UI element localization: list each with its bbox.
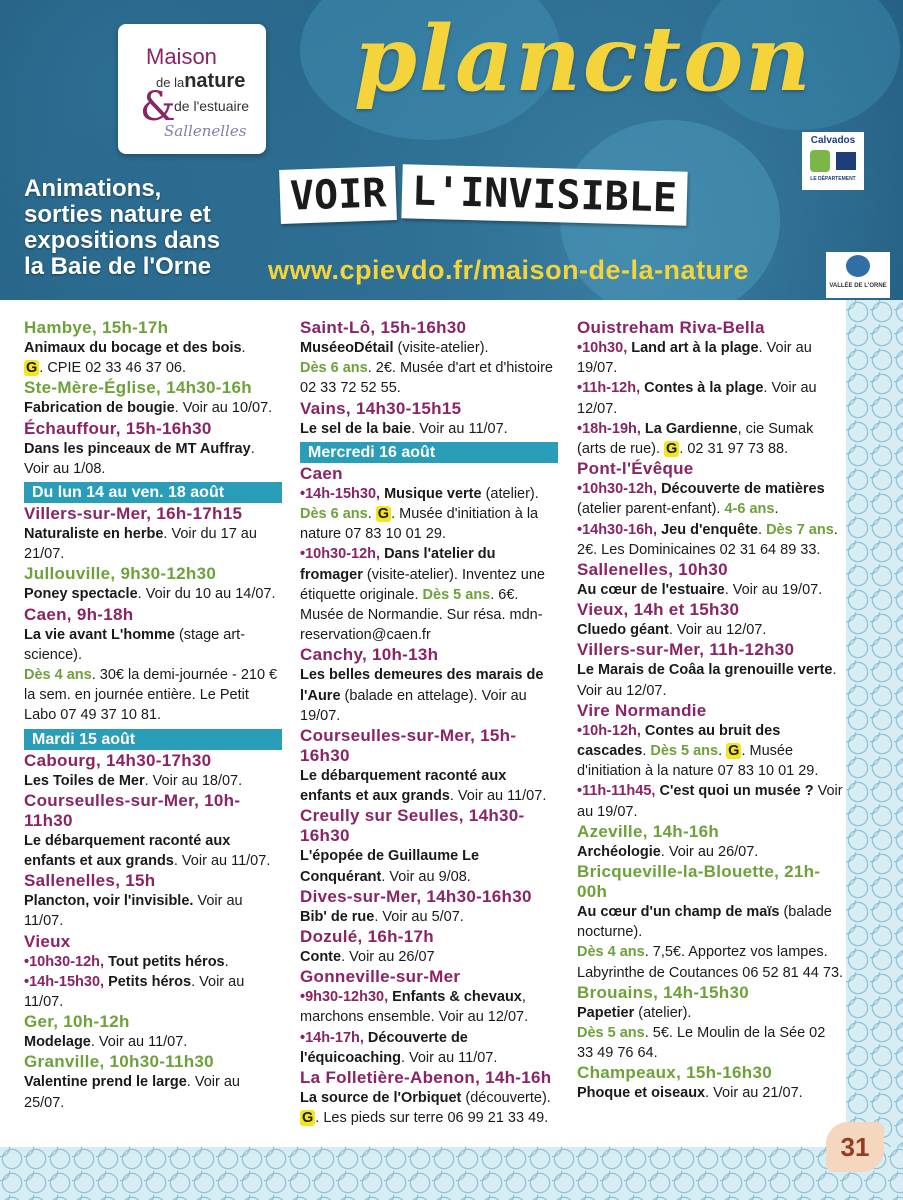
event-entry <box>577 983 845 1064</box>
event-entry <box>300 464 558 646</box>
maison-logo <box>118 24 266 154</box>
event-location: Saint-Lô, 15h-16h30 <box>300 318 467 337</box>
event-entry <box>577 1063 845 1103</box>
event-description: •10h30-12h, Découverte de matières (atelier parent-enfant). 4-6 ans. <box>577 481 825 518</box>
event-location: Canchy, 10h-13h <box>300 645 439 665</box>
event-description: •10h-12h, Contes au bruit des cascades. Dès 5 ans. G . Musée d'initiation à la nature 07 83 10 01 29. <box>577 722 819 780</box>
event-location: Jullouville, 9h30-12h30 <box>24 564 217 584</box>
event-entry <box>24 1012 282 1052</box>
decorative-pattern <box>846 300 903 1200</box>
event-location: Sallenelles, 15h <box>24 871 156 891</box>
event-location: Vieux, 14h et 15h30 <box>577 600 740 620</box>
date-band: Mardi 15 août <box>24 729 282 750</box>
orne-logo: VALLÉE DE L'ORNE <box>826 252 890 298</box>
agenda-column-3 <box>577 318 845 1104</box>
event-description: Le débarquement raconté aux enfants et aux grands. Voir au 11/07. <box>24 832 271 870</box>
event-location: La Folletière-Abenon, 14h-16h <box>300 1068 552 1088</box>
event-entry <box>577 318 845 459</box>
event-location: Courseulles-sur-Mer, 10h-11h30 <box>24 790 241 830</box>
free-badge-icon: G <box>666 441 678 458</box>
event-description: Phoque et oiseaux. Voir au 21/07. <box>577 1085 803 1102</box>
event-description: Le Marais de Coâa la grenouille verte. Voir au 12/07. <box>577 662 837 699</box>
event-entry <box>24 932 282 1013</box>
event-description: •11h-12h, Contes à la plage. Voir au 12/07. <box>577 380 817 417</box>
event-description: •14h-15h30, Musique verte (atelier). Dès 6 ans. G . Musée d'initiation à la nature 07 83 10 01 29. <box>300 485 539 543</box>
event-description: Les Toiles de Mer. Voir au 18/07. <box>24 772 243 789</box>
free-badge-icon: G <box>377 506 390 523</box>
event-description: Au cœur d'un champ de maïs (balade nocturne). Dès 4 ans. 7,5€. Apportez vos lampes. Labyrinthe de Coutances 06 52 81 44 73. <box>577 904 844 981</box>
wave-icon <box>836 152 856 170</box>
subtitle-word: VOIR <box>279 166 397 224</box>
event-entry <box>24 564 282 604</box>
event-description: Bib' de rue. Voir au 5/07. <box>300 908 464 925</box>
event-description: Papetier (atelier). Dès 5 ans. 5€. Le Moulin de la Sée 02 33 49 76 64. <box>577 1004 826 1062</box>
event-location: Vire Normandie <box>577 700 707 720</box>
agenda-column-1 <box>24 318 282 1113</box>
event-location: Azeville, 14h-16h <box>577 821 720 841</box>
event-location: Cabourg, 14h30-17h30 <box>24 750 212 770</box>
event-location: Échauffour, 15h-16h30 <box>24 418 212 438</box>
date-band: Du lun 14 au ven. 18 août <box>24 482 282 503</box>
event-description: •10h30-12h, Tout petits héros. <box>24 953 229 970</box>
event-location: Gonneville-sur-Mer <box>300 967 461 987</box>
decorative-pattern <box>0 1147 903 1200</box>
event-location: Vains, 14h30-15h15 <box>300 398 462 418</box>
free-badge-icon: G <box>302 1110 314 1127</box>
event-location: Ouistreham Riva-Bella <box>577 318 765 337</box>
event-location: Dives-sur-Mer, 14h30-16h30 <box>300 886 532 906</box>
event-location: Sallenelles, 10h30 <box>577 560 728 580</box>
event-description: Le débarquement raconté aux enfants et aux grands. Voir au 11/07. <box>300 768 547 805</box>
event-entry <box>577 640 845 700</box>
event-description: •9h30-12h30, Enfants & chevaux, marchons ensemble. Voir au 12/07. <box>300 989 529 1026</box>
agenda-column-2 <box>300 318 558 1128</box>
event-description: •10h30-12h, Dans l'atelier du fromager (visite-atelier). Inventez une étiquette originale. Dès 5 ans. 6€. Musée de Normandie. Sur résa. mdn-reservation@caen.fr <box>300 546 545 644</box>
event-description: •14h-17h, Découverte de l'équicoaching. Voir au 11/07. <box>300 1029 498 1066</box>
event-location: Brouains, 14h-15h30 <box>577 982 749 1002</box>
page-number: 31 <box>826 1122 884 1172</box>
event-description: Conte. Voir au 26/07 <box>300 949 435 966</box>
event-entry <box>577 560 845 600</box>
event-description: •18h-19h, La Gardienne, cie Sumak (arts de rue). G . 02 31 97 73 88. <box>577 420 814 458</box>
event-description: La vie avant L'homme (stage art-science). Dès 4 ans. 30€ la demi-journée - 210 € la sem. en journée entière. Le Petit Labo 07 49 37 10 81. <box>24 626 278 724</box>
event-entry <box>24 1052 282 1112</box>
event-description: •14h-15h30, Petits héros. Voir au 11/07. <box>24 973 245 1011</box>
event-entry <box>300 887 558 927</box>
event-entry <box>300 927 558 967</box>
event-description: Au cœur de l'estuaire. Voir au 19/07. <box>577 582 823 599</box>
event-entry <box>24 318 282 378</box>
date-band: Mercredi 16 août <box>300 442 558 463</box>
event-entry <box>24 605 282 726</box>
event-entry <box>300 318 558 399</box>
event-description: Cluedo géant. Voir au 12/07. <box>577 622 767 639</box>
event-location: Ger, 10h-12h <box>24 1012 130 1032</box>
event-entry <box>24 871 282 931</box>
event-description: L'épopée de Guillaume Le Conquérant. Voir au 9/08. <box>300 848 480 885</box>
event-description: Naturaliste en herbe. Voir du 17 au 21/07. <box>24 526 257 563</box>
event-description: Poney spectacle. Voir du 10 au 14/07. <box>24 586 276 603</box>
event-location: Bricqueville-la-Blouette, 21h-00h <box>577 862 821 902</box>
event-description: Le sel de la baie. Voir au 11/07. <box>300 420 508 437</box>
event-entry <box>577 822 845 862</box>
apple-icon <box>810 150 830 172</box>
event-entry <box>24 419 282 479</box>
event-description: Modelage. Voir au 11/07. <box>24 1034 188 1051</box>
event-description: Dans les pinceaux de MT Auffray. Voir au 1/08. <box>24 440 255 477</box>
event-entry <box>300 399 558 439</box>
logo-nature-line: de lanature <box>156 70 246 92</box>
logo-maison-text: Maison <box>146 44 217 69</box>
logo-estuaire-line: de l'estuaire <box>174 98 250 114</box>
event-entry <box>577 600 845 640</box>
calvados-logo: Calvados LE DÉPARTEMENT <box>802 132 864 190</box>
event-description: Les belles demeures des marais de l'Aure (balade en attelage). Voir au 19/07. <box>300 667 544 724</box>
event-location: Hambye, 15h-17h <box>24 318 169 337</box>
event-description: •11h-11h45, C'est quoi un musée ? Voir au 19/07. <box>577 783 843 820</box>
event-description: Valentine prend le large. Voir au 25/07. <box>24 1074 240 1111</box>
event-description: •14h30-16h, Jeu d'enquête. Dès 7 ans. 2€. Les Dominicaines 02 31 64 89 33. <box>577 521 838 558</box>
subtitle-word: L'INVISIBLE <box>402 164 688 225</box>
event-entry <box>24 791 282 871</box>
event-location: Caen <box>300 463 343 483</box>
event-entry <box>577 862 845 983</box>
event-entry <box>300 967 558 1068</box>
event-location: Ste-Mère-Église, 14h30-16h <box>24 378 252 398</box>
event-location: Creully sur Seulles, 14h30-16h30 <box>300 806 525 846</box>
event-location: Champeaux, 15h-16h30 <box>577 1063 772 1083</box>
event-entry <box>300 806 558 886</box>
event-entry <box>300 1068 558 1128</box>
orne-emblem-icon <box>846 255 870 277</box>
event-description: La source de l'Orbiquet (découverte). G . Les pieds sur terre 06 99 21 33 49. <box>300 1090 551 1127</box>
event-location: Villers-sur-Mer, 16h-17h15 <box>24 504 243 524</box>
banner-subtitle <box>280 168 693 228</box>
event-description: •10h30, Land art à la plage. Voir au 19/07. <box>577 340 812 377</box>
logo-ampersand: & <box>140 84 176 130</box>
event-location: Courseulles-sur-Mer, 15h-16h30 <box>300 726 517 766</box>
event-entry <box>577 701 845 822</box>
event-location: Caen, 9h-18h <box>24 604 134 624</box>
event-description: MuséeoDétail (visite-atelier). Dès 6 ans. 2€. Musée d'art et d'histoire 02 33 72 52 55. <box>300 340 553 397</box>
event-entry <box>24 751 282 791</box>
free-badge-icon: G <box>26 360 38 377</box>
event-description: Fabrication de bougie. Voir au 10/07. <box>24 400 273 417</box>
event-description: Plancton, voir l'invisible. Voir au 11/07. <box>24 893 243 930</box>
event-location: Dozulé, 16h-17h <box>300 927 434 947</box>
event-entry <box>300 726 558 806</box>
free-badge-icon: G <box>728 743 740 760</box>
event-description: Animaux du bocage et des bois. G . CPIE 02 33 46 37 06. <box>24 340 246 377</box>
banner-url: www.cpievdo.fr/maison-de-la-nature <box>268 255 750 285</box>
event-description: Archéologie. Voir au 26/07. <box>577 843 759 860</box>
event-location: Granville, 10h30-11h30 <box>24 1052 214 1072</box>
event-entry <box>24 378 282 418</box>
event-entry <box>300 645 558 726</box>
event-location: Pont-l'Évêque <box>577 459 694 479</box>
logo-signature: Sallenelles <box>164 122 247 140</box>
event-entry <box>24 504 282 564</box>
event-location: Villers-sur-Mer, 11h-12h30 <box>577 640 795 660</box>
banner-title: plancton <box>354 6 813 112</box>
event-location: Vieux <box>24 931 71 951</box>
header-banner <box>0 0 903 300</box>
event-entry <box>577 459 845 560</box>
banner-tagline: Animations, sorties nature et expositions dans la Baie de l'Orne <box>24 175 221 280</box>
